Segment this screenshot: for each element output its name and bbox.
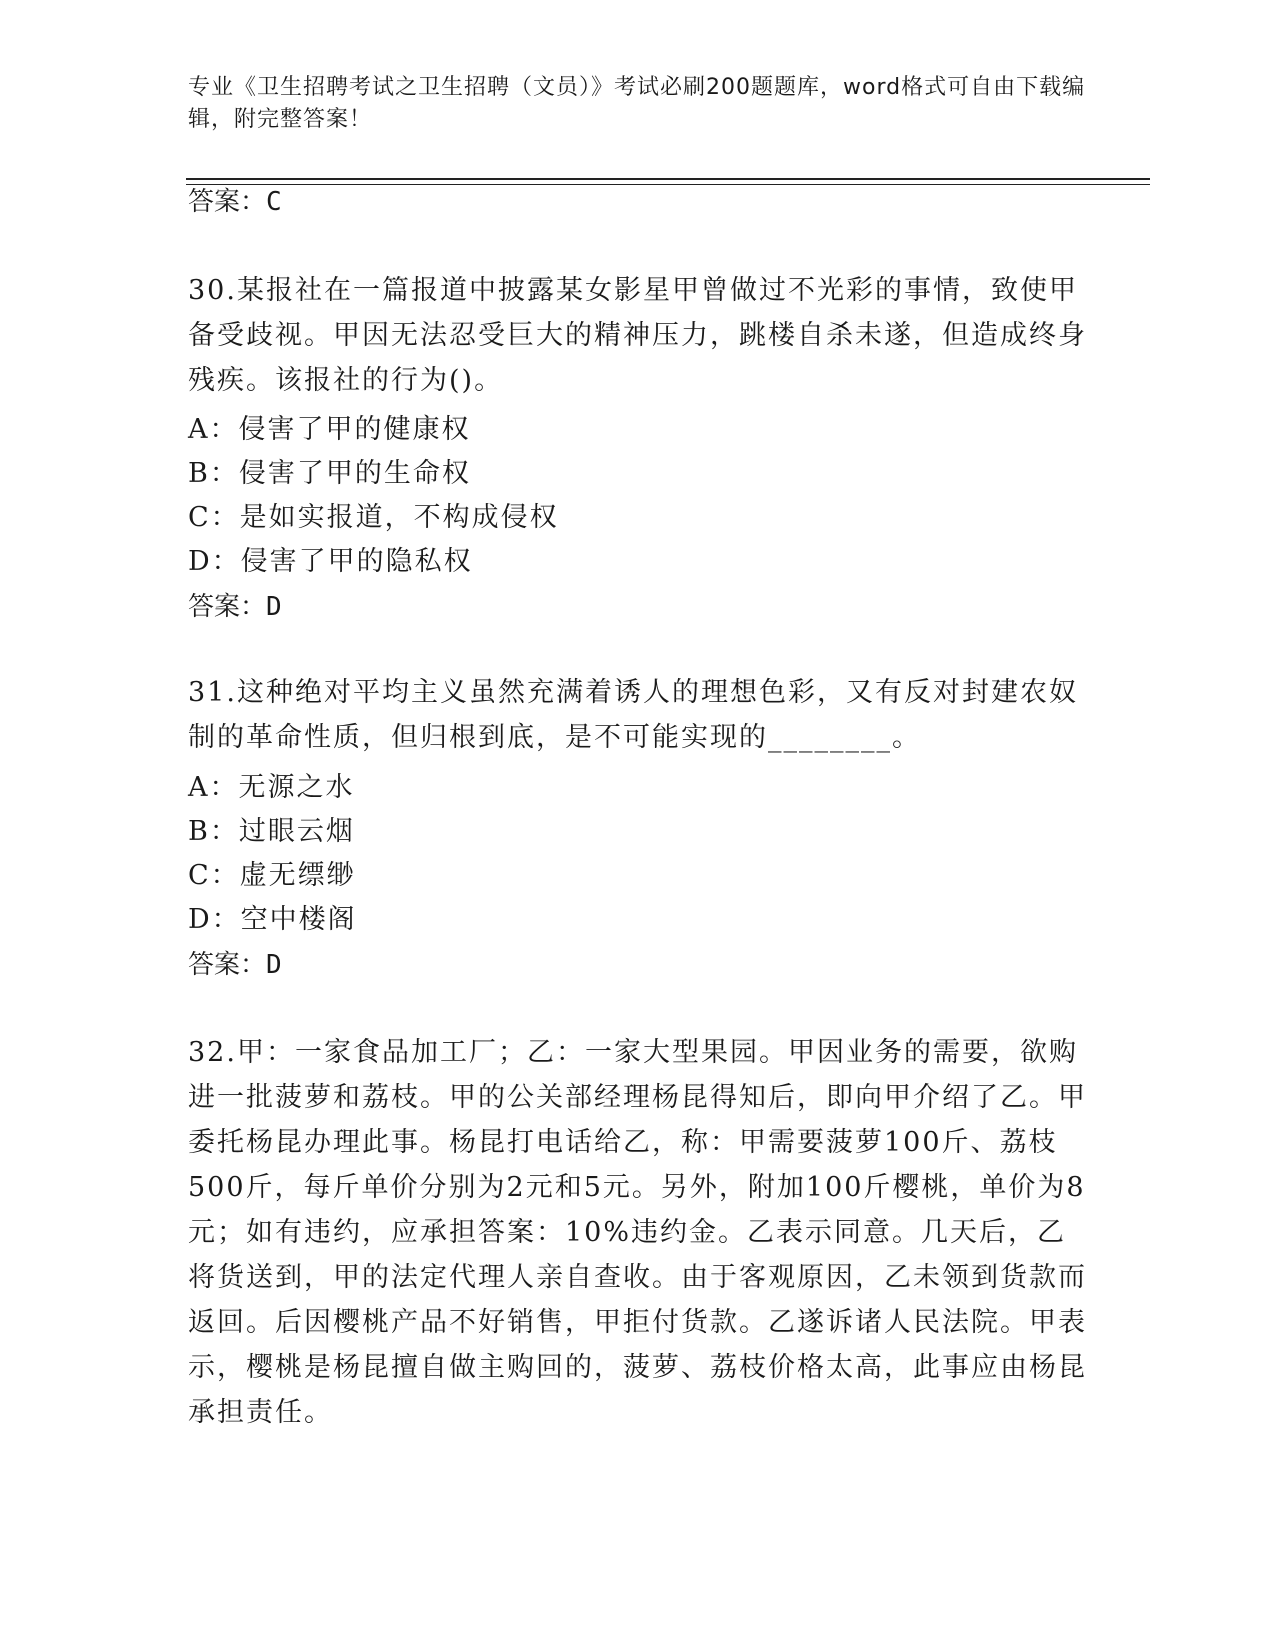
question-31-option-c: C：虚无缥缈 xyxy=(188,860,356,891)
header-rule-thin xyxy=(186,184,1150,185)
question-30-option-b: B：侵害了甲的生命权 xyxy=(188,458,471,489)
question-30-option-a: A：侵害了甲的健康权 xyxy=(188,414,471,445)
answer-prev: 答案：C xyxy=(188,187,282,217)
question-30-option-d: D：侵害了甲的隐私权 xyxy=(188,546,473,577)
question-31-answer: 答案：D xyxy=(188,950,282,980)
header-rule-thick xyxy=(186,178,1150,180)
question-31-option-d: D：空中楼阁 xyxy=(188,904,357,935)
question-31-option-b: B：过眼云烟 xyxy=(188,816,355,847)
question-30-option-c: C：是如实报道，不构成侵权 xyxy=(188,502,559,533)
question-30-text: 30.某报社在一篇报道中披露某女影星甲曾做过不光彩的事情，致使甲备受歧视。甲因无法忍受巨大的精神压力，跳楼自杀未遂，但造成终身残疾。该报社的行为()。 xyxy=(188,275,1087,396)
question-32-text: 32.甲：一家食品加工厂；乙：一家大型果园。甲因业务的需要，欲购进一批菠萝和荔枝。甲的公关部经理杨昆得知后，即向甲介绍了乙。甲委托杨昆办理此事。杨昆打电话给乙，称：甲需要菠萝100斤、荔枝500斤，每斤单价分别为2元和5元。另外，附加100斤樱桃，单价为8元；如有违约，应承担答案：10%违约金。乙表示同意。几天后，乙将货送到，甲的法定代理人亲自查收。由于客观原因，乙未领到货款而返回。后因樱桃产品不好销售，甲拒付货款。乙遂诉诸人民法院。甲表示，樱桃是杨昆擅自做主购回的，菠萝、荔枝价格太高，此事应由杨昆承担责任。 xyxy=(188,1037,1087,1428)
question-30-answer: 答案：D xyxy=(188,592,282,622)
question-31-option-a: A：无源之水 xyxy=(188,772,355,803)
question-31-text: 31.这种绝对平均主义虽然充满着诱人的理想色彩，又有反对封建农奴制的革命性质，但归根到底，是不可能实现的________。 xyxy=(188,677,1078,753)
document-header: 专业《卫生招聘考试之卫生招聘（文员）》考试必刷200题题库，word格式可自由下载编辑，附完整答案！ xyxy=(188,75,1086,132)
